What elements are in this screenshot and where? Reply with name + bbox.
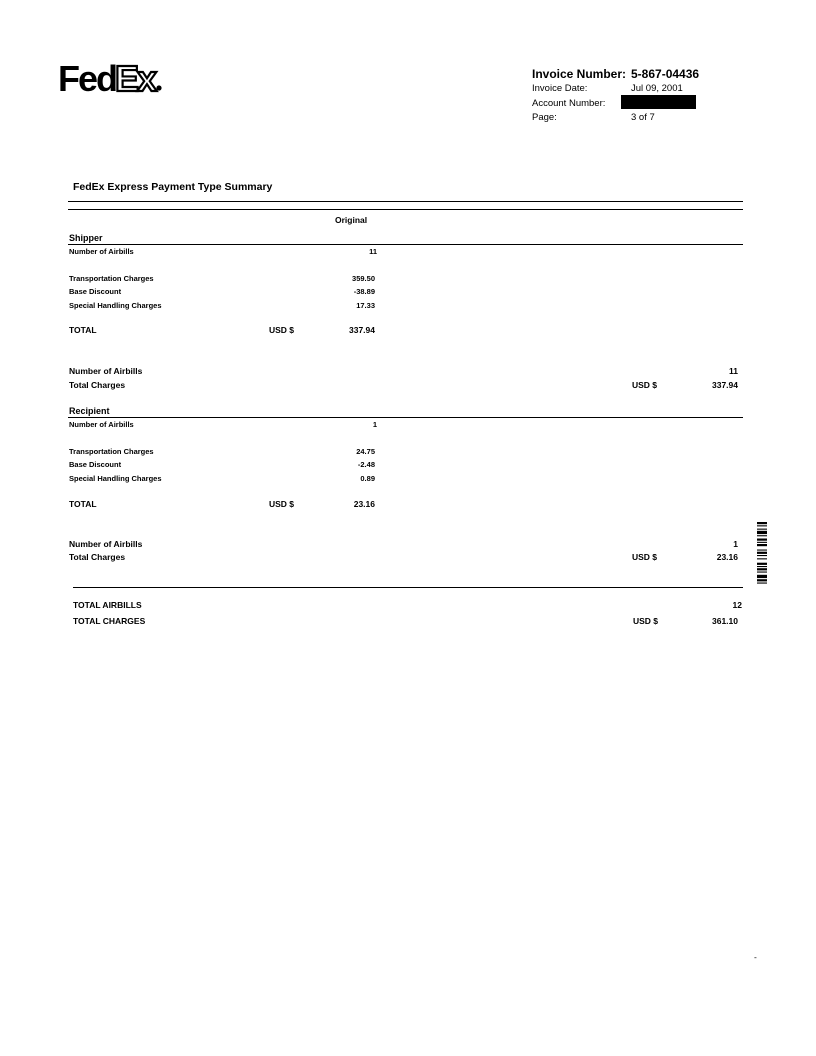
shipper-airbills-value: 11 (369, 247, 377, 256)
total-charges-currency: USD $ (633, 616, 659, 626)
invoice-date: Jul 09, 2001 (631, 83, 683, 94)
recipient-transportation-label: Transportation Charges (69, 447, 154, 456)
shipper-transportation-label: Transportation Charges (69, 274, 154, 283)
recipient-total-label: TOTAL (69, 499, 97, 509)
recipient-sum-airbills-label: Number of Airbills (69, 539, 143, 549)
recipient-transportation-value: 24.75 (356, 447, 375, 456)
svg-text:Ex: Ex (115, 58, 156, 98)
shipper-total-value: 337.94 (349, 325, 375, 335)
shipper-sum-currency: USD $ (632, 380, 658, 390)
recipient-special-value: 0.89 (360, 474, 375, 483)
shipper-total-currency: USD $ (269, 325, 295, 335)
shipper-base-discount-value: -38.89 (353, 287, 375, 296)
footer-mark: - (754, 952, 757, 962)
invoice-number: 5-867-04436 (631, 67, 700, 81)
shipper-special-value: 17.33 (356, 301, 375, 310)
recipient-special-label: Special Handling Charges (69, 474, 162, 483)
invoice-date-label: Invoice Date: (532, 83, 588, 94)
redacted-account-number (621, 95, 696, 109)
total-airbills-label: TOTAL AIRBILLS (73, 600, 142, 610)
recipient-sum-charges-label: Total Charges (69, 552, 126, 562)
recipient-base-discount-value: -2.48 (357, 460, 375, 469)
divider (68, 417, 743, 418)
shipper-total-label: TOTAL (69, 325, 97, 335)
recipient-airbills-label: Number of Airbills (69, 420, 134, 429)
page-value: 3 of 7 (631, 112, 655, 123)
divider (68, 201, 743, 202)
fedex-logo (58, 58, 168, 98)
total-airbills-value: 12 (732, 600, 742, 610)
total-charges-value: 361.10 (712, 616, 738, 626)
recipient-sum-currency: USD $ (632, 552, 658, 562)
shipper-sum-airbills-label: Number of Airbills (69, 366, 143, 376)
page-label: Page: (532, 112, 557, 123)
section-title: FedEx Express Payment Type Summary (73, 181, 273, 193)
shipper-airbills-label: Number of Airbills (69, 247, 134, 256)
shipper-sum-charges-label: Total Charges (69, 380, 126, 390)
recipient-heading: Recipient (69, 406, 110, 416)
recipient-total-currency: USD $ (269, 499, 295, 509)
shipper-special-label: Special Handling Charges (69, 301, 162, 310)
recipient-airbills-value: 1 (372, 420, 377, 429)
shipper-sum-charges-value: 337.94 (712, 380, 738, 390)
account-number-label: Account Number: (532, 98, 606, 109)
recipient-total-value: 23.16 (353, 499, 375, 509)
recipient-sum-airbills-value: 1 (733, 539, 738, 549)
divider (68, 244, 743, 245)
shipper-heading: Shipper (69, 233, 103, 243)
total-charges-label: TOTAL CHARGES (73, 616, 146, 626)
svg-text:Fed: Fed (58, 58, 117, 98)
barcode (757, 522, 767, 622)
divider (73, 587, 743, 588)
shipper-transportation-value: 359.50 (352, 274, 375, 283)
recipient-base-discount-label: Base Discount (69, 460, 122, 469)
divider (68, 209, 743, 210)
recipient-sum-charges-value: 23.16 (716, 552, 738, 562)
shipper-sum-airbills-value: 11 (729, 366, 738, 376)
invoice-number-label: Invoice Number: (532, 67, 627, 81)
column-header-original: Original (335, 215, 368, 225)
shipper-base-discount-label: Base Discount (69, 287, 122, 296)
